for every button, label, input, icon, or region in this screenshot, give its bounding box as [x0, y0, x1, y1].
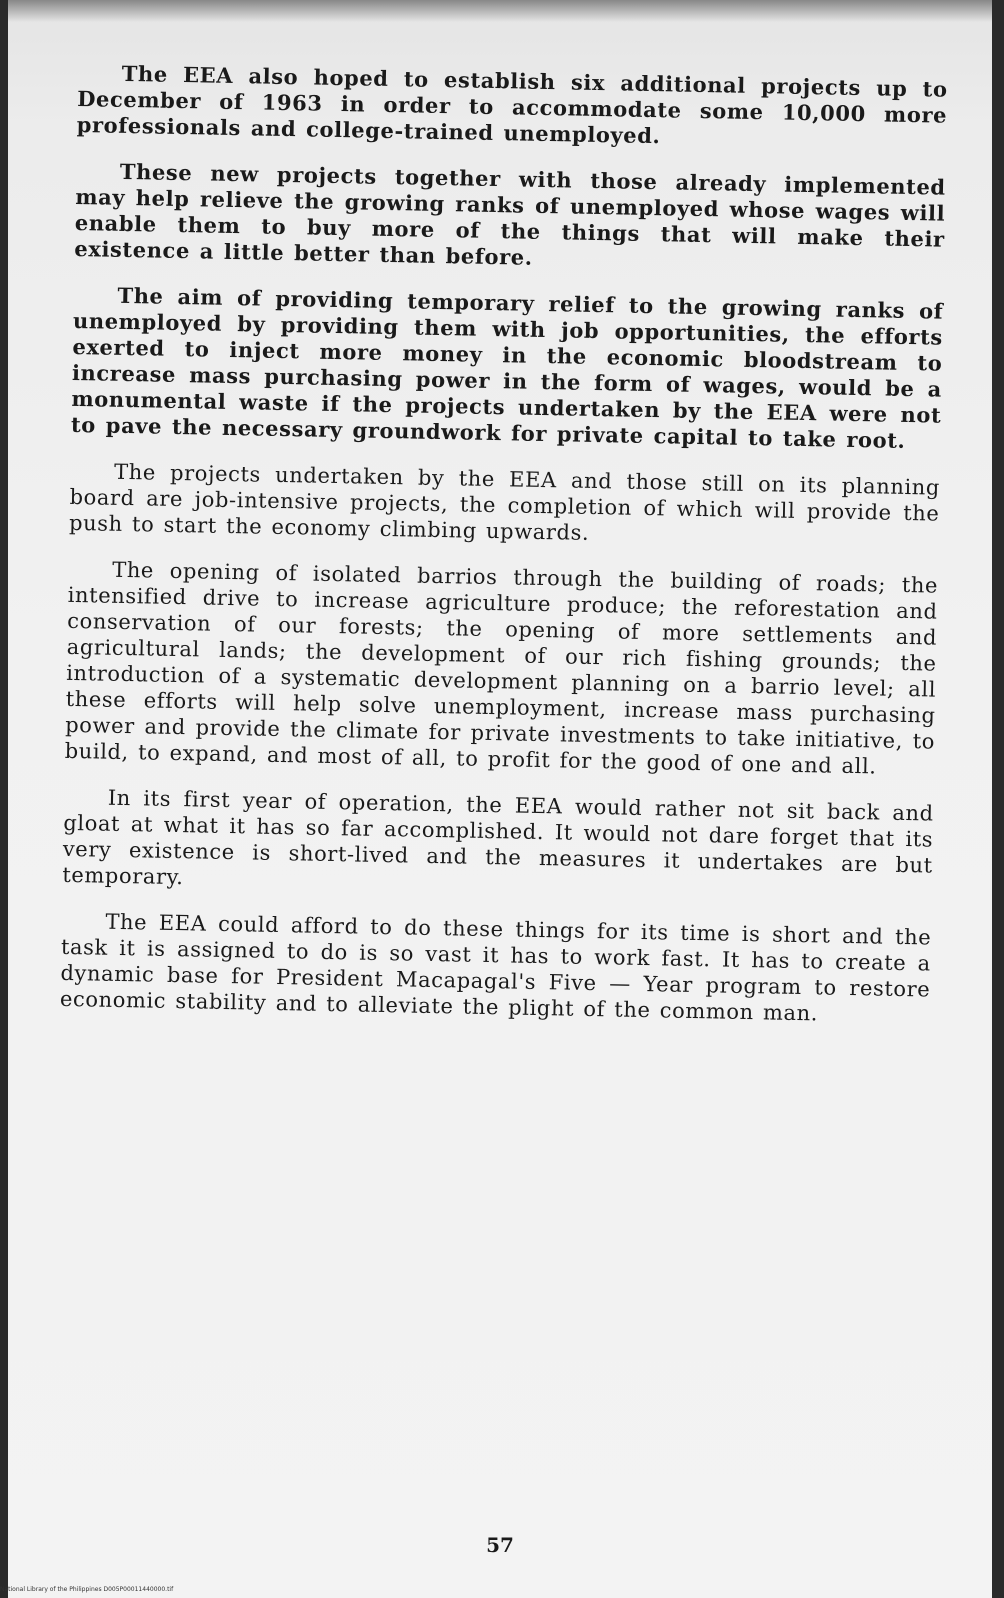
paragraph-6: In its first year of operation, the EEA would rather not sit back and gloat at what it has so far accomplished. It would not dare forget that its very existence is short-lived and the measures it undertakes are but temporary. [62, 785, 934, 890]
paragraph-4: The projects undertaken by the EEA and those still on its planning board are job-intensive projects, the completion of which will provide the push to start the economy climbing upwards. [68, 459, 941, 545]
footer-credit: National Library of the Philippines D005P00011440000.tif [0, 1586, 174, 1593]
body-text [59, 60, 947, 1049]
paragraph-1: The EEA also hoped to establish six additional projects up to December of 1963 in order to accommodate some 10,000 more professionals and college-trained unemployed. [76, 60, 948, 149]
paragraph-3: The aim of providing temporary relief to the growing ranks of unemployed by providing them with job opportunities, the efforts exerted to inject more money in the economic bloodstream to increase mass purchasing power in the form of wages, would be a monumental waste if the projects undertaken by the EEA were not to pave the necessary groundwork for private capital to take root. [70, 282, 944, 453]
paragraph-5: The opening of isolated barrios through the building of roads; the intensified drive to increase agriculture produce; the reforestation and conservation of our forests; the opening of more settlements and agricultural lands; the development of our rich fishing grounds; the introduction of a systematic development planning on a barrio level; all these efforts will help solve unemployment, increase mass purchasing power and provide the climate for private investments to take initiative, to build, to expand, and most of all, to profit for the good of one and all. [64, 557, 939, 779]
page-number: 57 [486, 1533, 514, 1557]
paragraph-7: The EEA could afford to do these things for its time is short and the task it is assigned to do is so vast it has to work fast. It has to create a dynamic base for President Macapagal's Five — Year program to restore economic stability and to alleviate the plight of the common man. [59, 909, 932, 1026]
scan-edge-shadow [8, 0, 992, 22]
paragraph-2: These new projects together with those already implemented may help relieve the growing ranks of unemployed whose wages will enable them to buy more of the things that will make their existence a little better than before. [74, 158, 946, 270]
document-page [8, 0, 992, 1598]
